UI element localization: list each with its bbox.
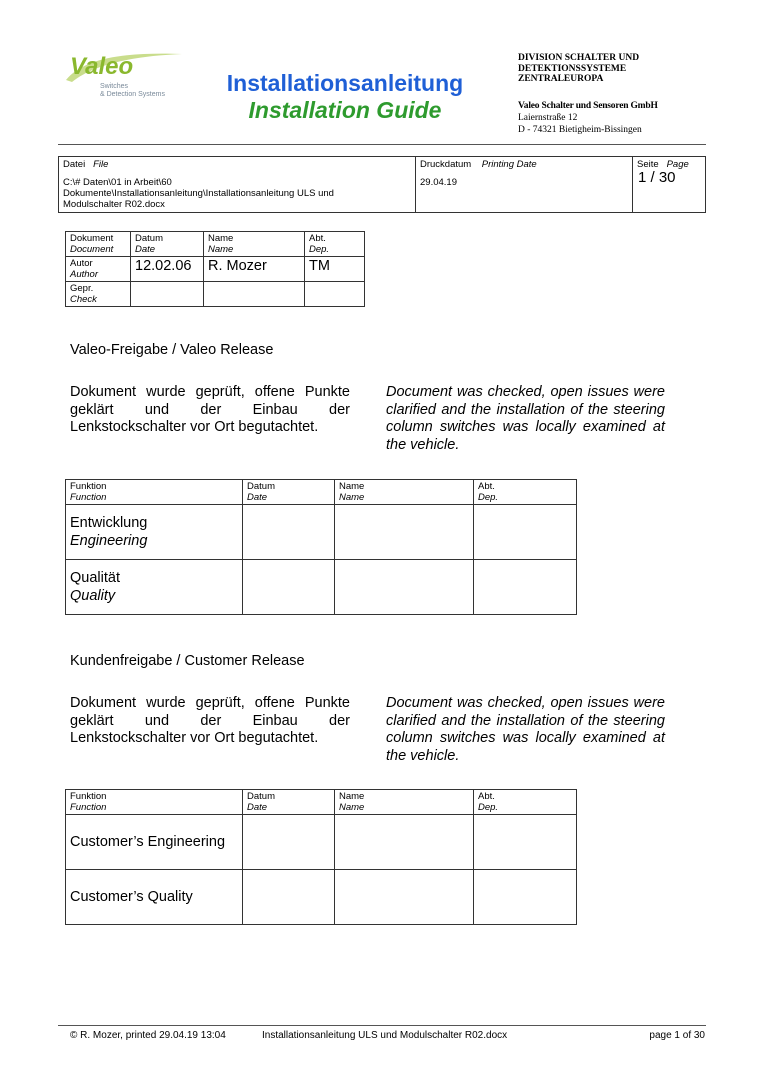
customer-row-engineering: Customer’s Engineering [66, 815, 243, 870]
doc-header-date: Datum Date [131, 232, 204, 257]
customer-release-heading: Kundenfreigabe / Customer Release [70, 653, 305, 669]
customer-row-engineering-name [335, 815, 474, 870]
division-line2: DETEKTIONSSYSTEME [518, 63, 627, 74]
page-label: Seite [637, 159, 659, 170]
customer-row-engineering-dep [474, 815, 577, 870]
valeo-row-engineering-dep [474, 505, 577, 560]
valeo-row-quality-name [335, 560, 474, 615]
doc-author-dep: TM [305, 257, 365, 282]
page-value: 1 / 30 [638, 169, 676, 186]
doc-check-name [204, 282, 305, 307]
doc-check-label: Gepr. Check [66, 282, 131, 307]
valeo-release-text-de: Dokument wurde geprüft, offene Punkte geklärt und der Einbau der Lenkstockschalter vor Ort begutachtet. [70, 384, 350, 435]
file-label-en: File [93, 159, 109, 170]
file-cell [59, 157, 416, 213]
doc-header-name: Name Name [204, 232, 305, 257]
company-address [518, 100, 718, 136]
customer-row-quality: Customer’s Quality [66, 870, 243, 925]
page-label-en: Page [666, 159, 689, 170]
division-name [518, 53, 718, 85]
customer-release-text-en: Document was checked, open issues were clarified and the installation of the steering column switches was locally examined at the vehicle. [386, 695, 665, 764]
footer-page-number: page 1 of 30 [649, 1030, 705, 1041]
customer-row-quality-date [243, 870, 335, 925]
footer-filename: Installationsanleitung ULS und Modulschalter R02.docx [262, 1030, 508, 1041]
valeo-header-name: Name Name [335, 480, 474, 505]
footer-divider [58, 1025, 706, 1026]
doc-header-document: Dokument Document [66, 232, 131, 257]
file-path-line2: Dokumente\Installationsanleitung\Installationsanleitung ULS und [63, 188, 334, 199]
customer-header-date: Datum Date [243, 790, 335, 815]
doc-author-name: R. Mozer [204, 257, 305, 282]
valeo-row-engineering: Entwicklung Engineering [66, 505, 243, 560]
customer-row-quality-name [335, 870, 474, 925]
company-name: Valeo Schalter und Sensoren GmbH [518, 101, 658, 111]
valeo-logo-icon [64, 50, 184, 84]
document-table [65, 231, 365, 307]
customer-header-dep: Abt. Dep. [474, 790, 577, 815]
valeo-release-table [65, 479, 577, 615]
doc-check-dep [305, 282, 365, 307]
print-label-en: Printing Date [481, 159, 537, 170]
header-divider [58, 144, 706, 145]
print-date: 29.04.19 [420, 177, 457, 188]
customer-header-name: Name Name [335, 790, 474, 815]
doc-check-date [131, 282, 204, 307]
logo-subtitle [100, 83, 165, 99]
print-label: Druckdatum [420, 159, 472, 170]
footer-copyright: © R. Mozer, printed 29.04.19 13:04 [70, 1030, 226, 1041]
division-line1: DIVISION SCHALTER UND [518, 53, 640, 63]
valeo-row-quality: Qualität Quality [66, 560, 243, 615]
customer-release-table [65, 789, 577, 925]
valeo-release-text-en: Document was checked, open issues were clarified and the installation of the steering column switches was locally examined at the vehicle. [386, 384, 665, 453]
file-path-line3: Modulschalter R02.docx [63, 199, 165, 210]
customer-row-quality-dep [474, 870, 577, 925]
file-label: Datei [63, 159, 86, 170]
division-line3: ZENTRALEUROPA [518, 74, 604, 84]
logo-brand: Valeo [70, 53, 134, 80]
valeo-header-dep: Abt. Dep. [474, 480, 577, 505]
logo-subtitle-line1: Switches [100, 83, 129, 90]
file-info-table [58, 156, 706, 213]
valeo-release-heading: Valeo-Freigabe / Valeo Release [70, 342, 274, 358]
customer-row-engineering-date [243, 815, 335, 870]
valeo-header-function: Funktion Function [66, 480, 243, 505]
title-english: Installation Guide [248, 97, 442, 123]
doc-header-dep: Abt. Dep. [305, 232, 365, 257]
valeo-header-date: Datum Date [243, 480, 335, 505]
address-street: Laiernstraße 12 [518, 113, 578, 123]
print-date-cell [416, 157, 633, 213]
address-city: D - 74321 Bietigheim-Bissingen [518, 125, 642, 135]
valeo-logo [64, 50, 184, 102]
valeo-row-quality-date [243, 560, 335, 615]
customer-release-text-de: Dokument wurde geprüft, offene Punkte geklärt und der Einbau der Lenkstockschalter vor Ort begutachtet. [70, 695, 350, 746]
file-path-line1: C:\# Daten\01 in Arbeit\60 [63, 177, 172, 188]
title-german: Installationsanleitung [226, 70, 464, 96]
logo-subtitle-line2: & Detection Systems [100, 91, 165, 98]
doc-author-label: Autor Author [66, 257, 131, 282]
doc-author-date: 12.02.06 [131, 257, 204, 282]
valeo-row-engineering-date [243, 505, 335, 560]
page-cell [633, 157, 706, 213]
customer-header-function: Funktion Function [66, 790, 243, 815]
valeo-row-engineering-name [335, 505, 474, 560]
valeo-row-quality-dep [474, 560, 577, 615]
